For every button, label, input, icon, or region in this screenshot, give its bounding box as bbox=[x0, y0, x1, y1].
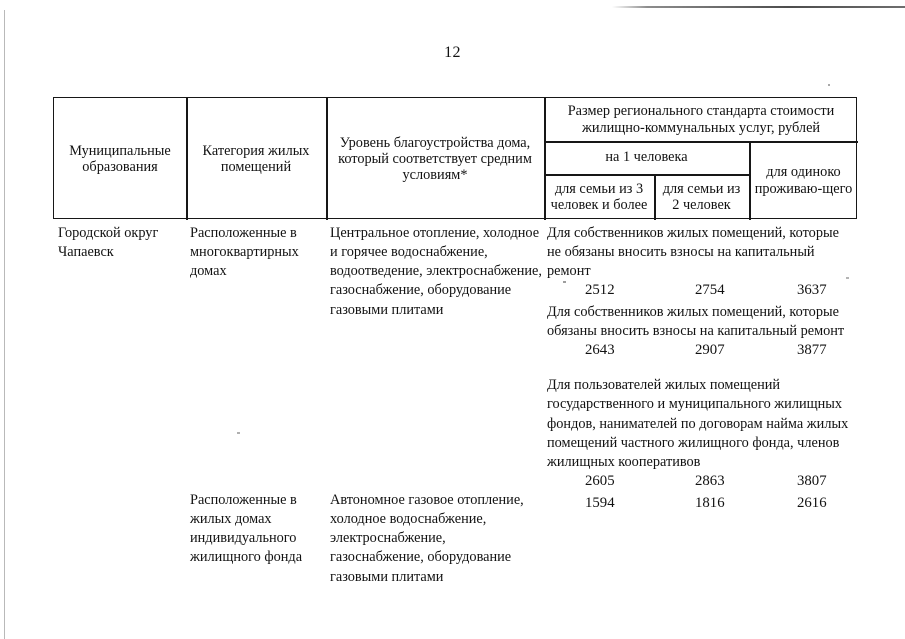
standard-block-label: Для собственников жилых помещений, которые не обязаны вносить взносы на капитальный ремонт bbox=[547, 225, 839, 280]
cell-category: Расположенные в жилых домах индивидуального жилищного фонда bbox=[190, 492, 303, 566]
header-rule-vertical bbox=[544, 98, 546, 220]
header-housing-category: Категория жилых помещений bbox=[202, 142, 310, 175]
table-header-frame bbox=[53, 97, 857, 219]
page-number: 12 bbox=[444, 44, 461, 61]
header-municipalities: Муниципальные образования bbox=[69, 142, 171, 175]
value-family-of-2: 1816 bbox=[695, 494, 725, 511]
value-family-of-3-plus: 2512 bbox=[585, 282, 615, 299]
header-rule-vertical bbox=[326, 98, 328, 220]
standard-values-row bbox=[547, 341, 853, 363]
cell-standards-row-1 bbox=[547, 224, 853, 516]
standard-block-label: Для пользователей жилых помещений государственного и муниципального жилищных фондов, нанимателей по договорам найма жилых помещений частного жилищного фонда, членов жилищных кооперативов bbox=[547, 377, 849, 470]
standard-values-row bbox=[547, 472, 853, 494]
cell-amenities: Автономное газовое отопление, холодное водоснабжение, электроснабжение, газоснабжение, оборудование газовыми плитами bbox=[330, 492, 524, 585]
scan-speck bbox=[237, 432, 240, 434]
scan-edge-left bbox=[4, 10, 5, 639]
value-family-of-3-plus: 2605 bbox=[585, 472, 615, 489]
value-single-resident: 3637 bbox=[797, 282, 827, 299]
header-amenity-level: Уровень благоустройства дома, который соответствует средним условиям* bbox=[338, 134, 532, 184]
standard-values-row bbox=[547, 281, 853, 303]
header-standard-title: Размер регионального стандарта стоимости жилищно-коммунальных услуг, рублей bbox=[567, 103, 835, 136]
value-family-of-3-plus: 2643 bbox=[585, 342, 615, 359]
header-rule-vertical bbox=[654, 174, 656, 220]
standard-block-label: Для собственников жилых помещений, которые обязаны вносить взносы на капитальный ремонт bbox=[547, 304, 845, 340]
value-family-of-2: 2907 bbox=[695, 342, 725, 359]
block-spacer bbox=[547, 363, 853, 376]
cell-amenities: Центральное отопление, холодное и горячее водоснабжение, водоотведение, электроснабжение, газоснабжение, оборудование газовыми плитами bbox=[330, 225, 542, 318]
cell-municipality: Городской округ Чапаевск bbox=[58, 225, 159, 261]
value-family-of-2: 2863 bbox=[695, 472, 725, 489]
value-family-of-3-plus: 1594 bbox=[585, 494, 615, 511]
value-family-of-2: 2754 bbox=[695, 282, 725, 299]
header-family-of-2: для семьи из 2 человек bbox=[662, 180, 741, 213]
header-family-of-3-plus: для семьи из 3 человек и более bbox=[550, 180, 648, 213]
header-rule-horizontal bbox=[544, 174, 749, 176]
header-single-resident: для одиноко проживаю-щего bbox=[754, 164, 853, 197]
header-rule-horizontal bbox=[544, 141, 858, 143]
value-single-resident: 2616 bbox=[797, 494, 827, 511]
header-per-person: на 1 человека bbox=[605, 149, 688, 166]
scan-speck bbox=[828, 84, 830, 86]
header-rule-vertical bbox=[749, 141, 751, 220]
scan-edge-top-right bbox=[612, 6, 905, 8]
header-rule-vertical bbox=[186, 98, 188, 220]
cell-category: Расположенные в многоквартирных домах bbox=[190, 225, 299, 280]
value-single-resident: 3807 bbox=[797, 472, 827, 489]
standard-values-row bbox=[547, 494, 853, 516]
value-single-resident: 3877 bbox=[797, 342, 827, 359]
